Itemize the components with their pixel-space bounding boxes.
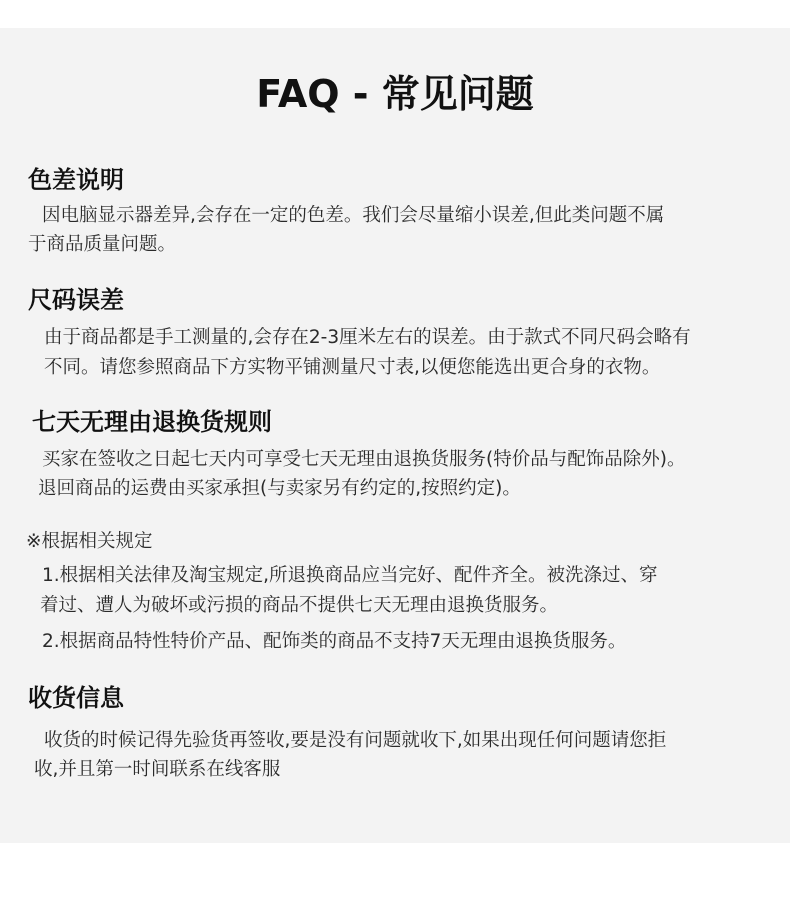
regulations-text-line-2: 着过、遭人为破坏或污损的商品不提供七天无理由退换货服务。 bbox=[40, 595, 559, 616]
section-heading-receiving-info: 收货信息 bbox=[28, 684, 124, 712]
receiving-info-text-line-2: 收,并且第一时间联系在线客服 bbox=[34, 759, 281, 780]
color-difference-text-line-2: 于商品质量问题。 bbox=[28, 234, 177, 255]
section-heading-return-policy: 七天无理由退换货规则 bbox=[32, 408, 272, 436]
receiving-info-text-line-1: 收货的时候记得先验货再签收,要是没有问题就收下,如果出现任何问题请您拒 bbox=[44, 730, 667, 751]
section-heading-regulations: ※根据相关规定 bbox=[26, 531, 153, 552]
page-title: FAQ - 常见问题 bbox=[256, 72, 534, 116]
color-difference-text-line-1: 因电脑显示器差异,会存在一定的色差。我们会尽量缩小误差,但此类问题不属 bbox=[42, 205, 665, 226]
section-heading-color-difference: 色差说明 bbox=[28, 166, 124, 194]
size-error-text-line-1: 由于商品都是手工测量的,会存在2-3厘米左右的误差。由于款式不同尺码会略有 bbox=[44, 327, 691, 348]
regulations-text-line-1: 1.根据相关法律及淘宝规定,所退换商品应当完好、配件齐全。被洗涤过、穿 bbox=[42, 565, 658, 586]
section-heading-size-error: 尺码误差 bbox=[28, 286, 124, 314]
return-policy-text-line-1: 买家在签收之日起七天内可享受七天无理由退换货服务(特价品与配饰品除外)。 bbox=[42, 449, 686, 470]
size-error-text-line-2: 不同。请您参照商品下方实物平铺测量尺寸表,以便您能选出更合身的衣物。 bbox=[44, 357, 661, 378]
regulations-text-line-3: 2.根据商品特性特价产品、配饰类的商品不支持7天无理由退换货服务。 bbox=[42, 631, 627, 652]
return-policy-text-line-2: 退回商品的运费由买家承担(与卖家另有约定的,按照约定)。 bbox=[38, 478, 521, 499]
